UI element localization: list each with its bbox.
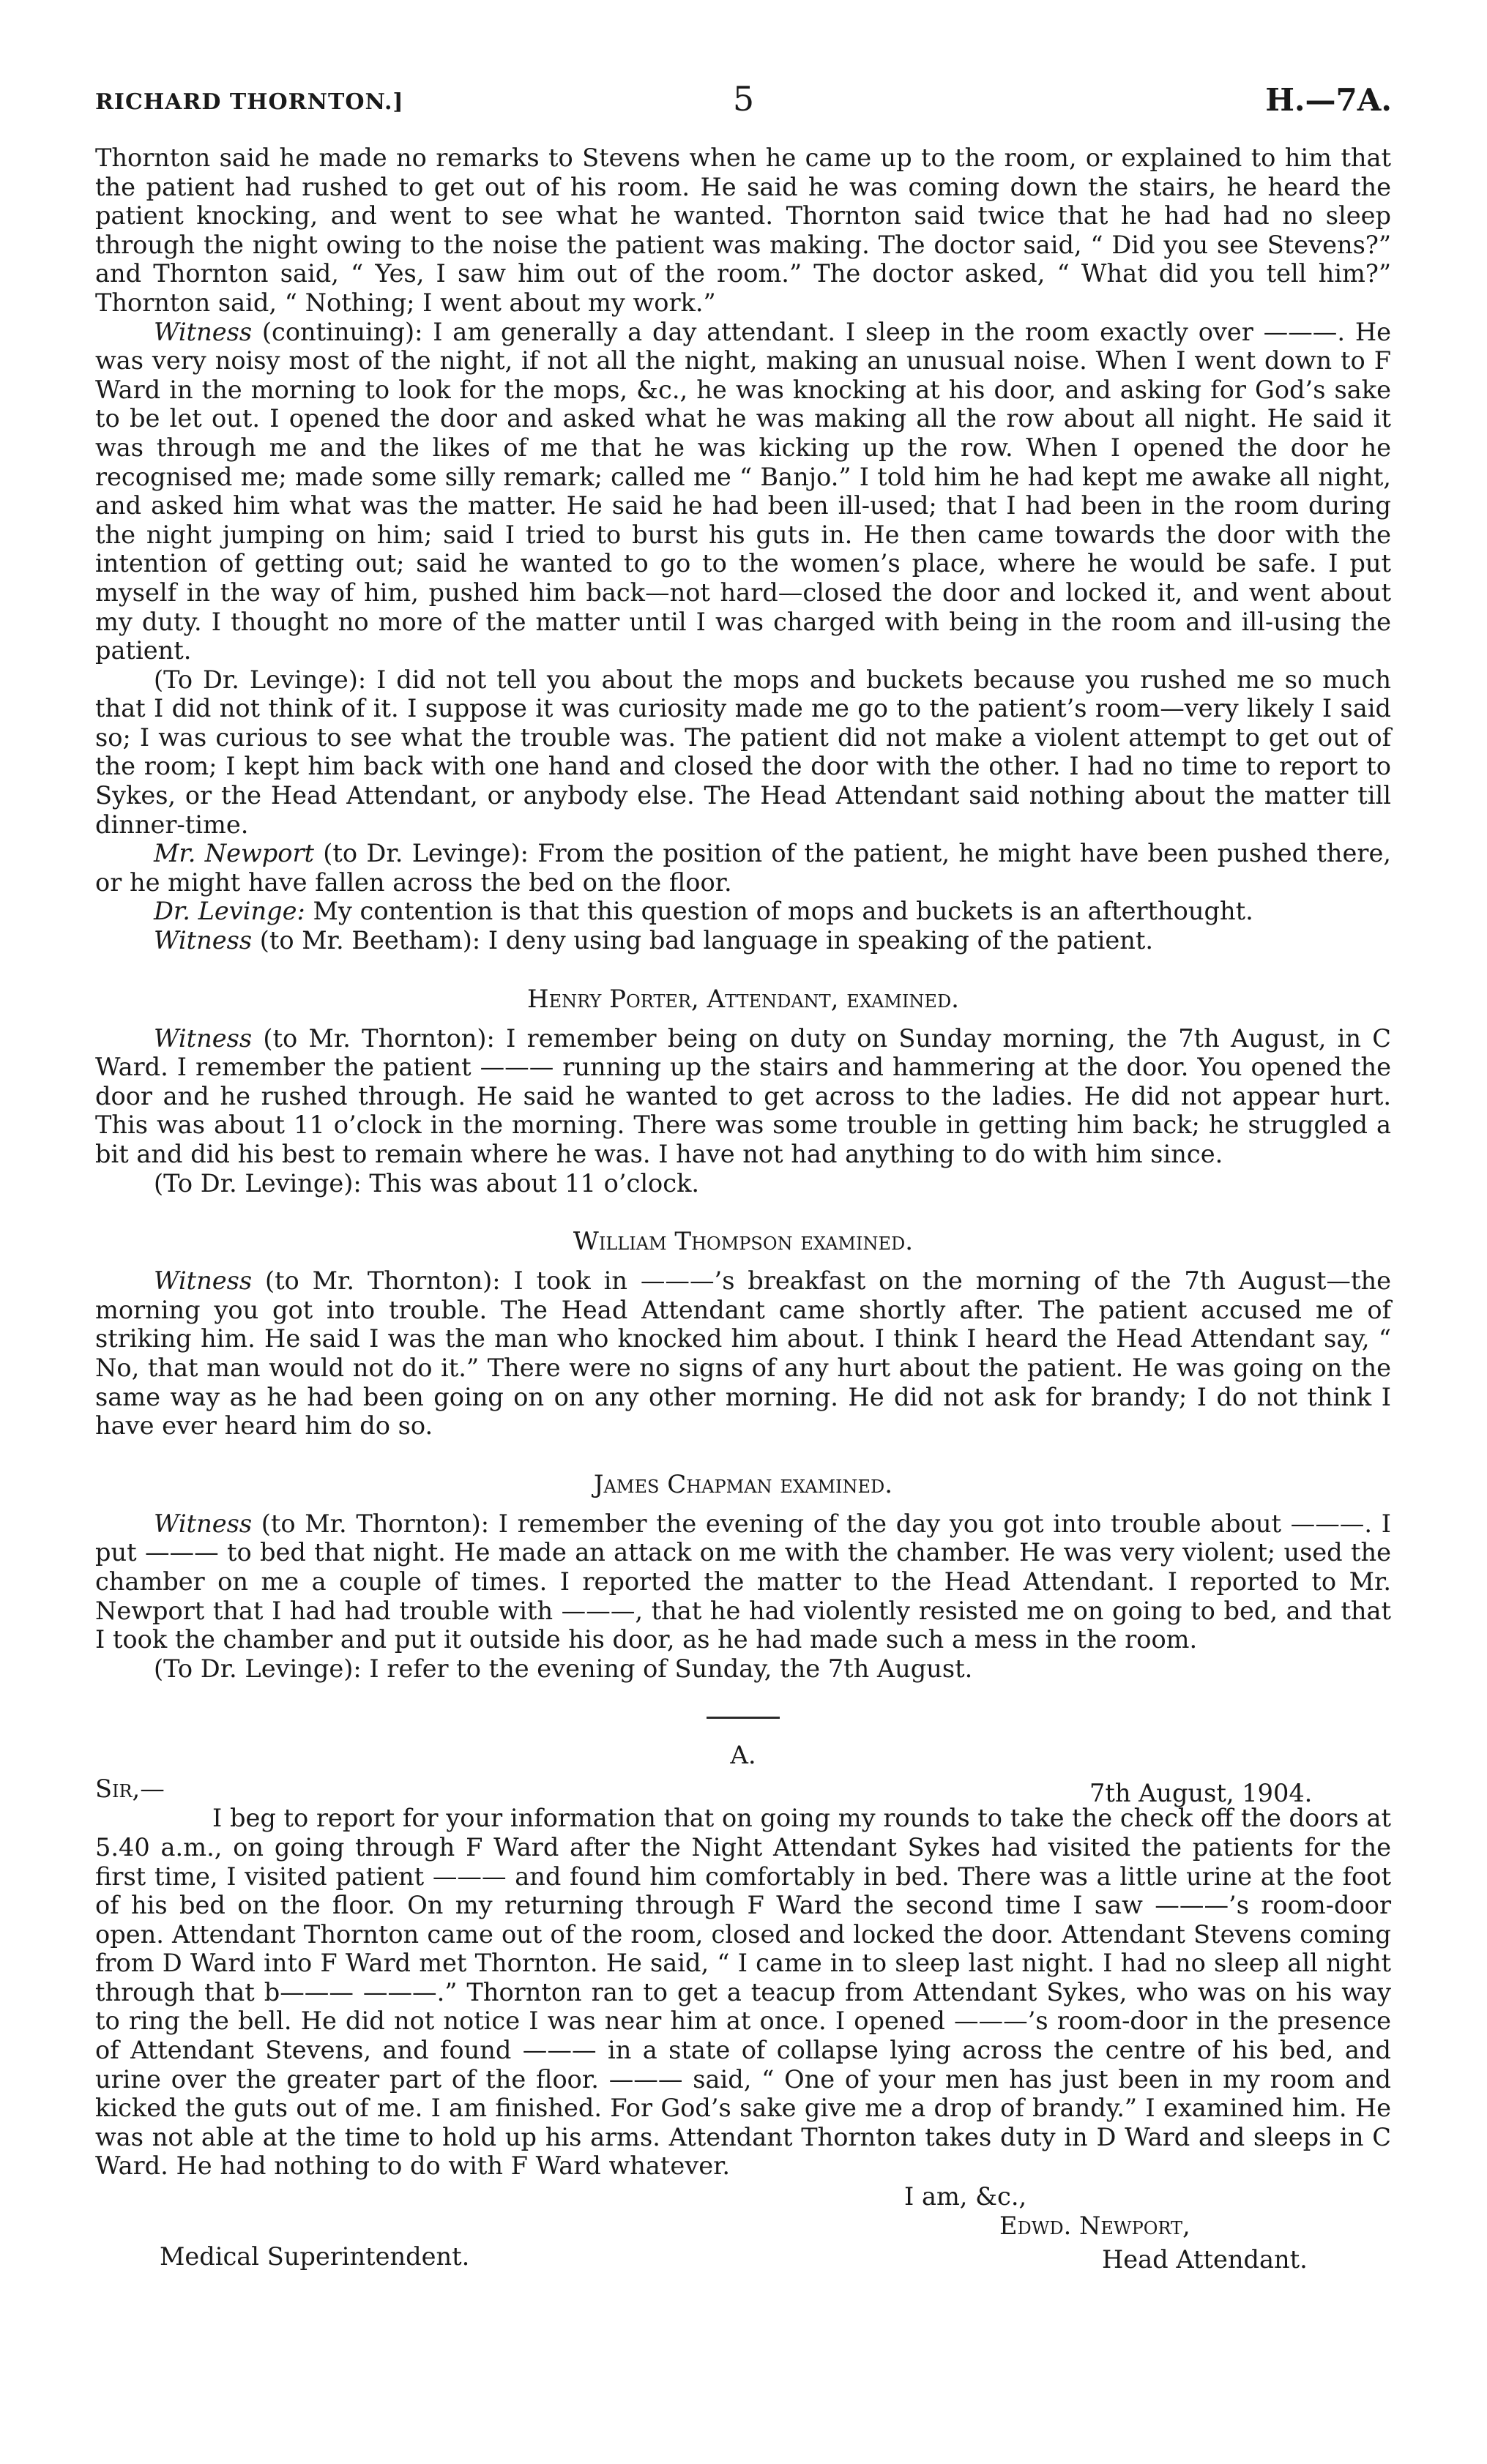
letter-signature-block <box>95 2181 1391 2298</box>
closing: I am, &c., <box>904 2182 1027 2211</box>
paragraph: (To Dr. Levinge): This was about 11 o’clock. <box>154 1168 700 1198</box>
page-body <box>95 143 1391 2298</box>
letter-salutation-row <box>95 1774 1391 1808</box>
speaker: Witness <box>154 1023 253 1053</box>
signer-name: Edwd. Newport, <box>999 2211 1190 2241</box>
speaker: Witness <box>154 1266 253 1296</box>
paragraph: Mr. Newport (to Dr. Levinge): From the position of the patient, he might have been pushed there, or he might have fallen across the bed on the floor. <box>95 839 1391 897</box>
signer-title: Head Attendant. <box>1102 2245 1308 2274</box>
speaker: Dr. Levinge: <box>154 897 305 926</box>
page-header <box>95 79 1392 123</box>
section-heading: William Thompson examined. <box>573 1227 914 1257</box>
running-head: RICHARD THORNTON.] <box>95 89 404 115</box>
speaker: Witness <box>154 926 253 955</box>
paragraph: Witness (to Mr. Thornton): I remember the evening of the day you got into trouble about ———. I put ——— to bed that night. He made an attack on me with the chamber. He was very violent; used the chamber on me a couple of times. I reported the matter to the Head Attendant. I reported to Mr. Newport that I had had trouble with ———, that he had violently resisted me on going to bed, and that I took the chamber and put it outside his door, as he had made such a mess in the room. <box>95 1509 1391 1654</box>
letter-date: 7th August, 1904. <box>1089 1779 1313 1808</box>
section-heading: James Chapman examined. <box>593 1469 893 1499</box>
paragraph: Witness (to Mr. Beetham): I deny using bad language in speaking of the patient. <box>154 926 1153 955</box>
paragraph: Dr. Levinge: My contention is that this question of mops and buckets is an afterthought. <box>154 897 1253 926</box>
speaker: Mr. Newport <box>154 839 314 868</box>
paragraph: (To Dr. Levinge): I refer to the evening of Sunday, the 7th August. <box>154 1654 973 1683</box>
appendix-label: A. <box>730 1741 756 1771</box>
salutation: Sir,— <box>95 1774 165 1804</box>
letter-body: I beg to report for your information that on going my rounds to take the check off the doors at 5.40 a.m., on going through F Ward after the Night Attendant Sykes had visited the patients for the first time, I visited patient ——— and found him comfortably in bed. There was a little urine at the foot of his bed on the floor. On my returning through F Ward the second time I saw ———’s room-door open. Attendant Thornton came out of the room, closed and locked the door. Attendant Stevens coming from D Ward into F Ward met Thornton. He said, “ I came in to sleep last night. I had no sleep all night through that b——— ———.” Thornton ran to get a teacup from Attendant Sykes, who was on his way to ring the bell. He did not notice I was near him at once. I opened ———’s room-door in the presence of Attendant Stevens, and found ——— in a state of collapse lying across the centre of his bed, and urine over the greater part of the floor. ——— said, “ One of your men has just been in my room and kicked the guts out of me. I am finished. For God’s sake give me a drop of brandy.” I examined him. He was not able at the time to hold up his arms. Attendant Thornton takes duty in D Ward and sleeps in C Ward. He had nothing to do with F Ward whatever. <box>95 1804 1391 2181</box>
speaker: Witness <box>154 1509 253 1538</box>
paragraph: Witness (to Mr. Thornton): I remember being on duty on Sunday morning, the 7th August, in C Ward. I remember the patient ——— running up the stairs and hammering at the door. You opened the door and he rushed through. He said he wanted to get across to the ladies. He did not appear hurt. This was about 11 o’clock in the morning. There was some trouble in getting him back; he struggled a bit and did his best to remain where he was. I have not had anything to do with him since. <box>95 1023 1391 1168</box>
speaker: Witness <box>154 317 253 346</box>
paragraph: Witness (continuing): I am generally a day attendant. I sleep in the room exactly over ———. He was very noisy most of the night, if not all the night, making an unusual noise. When I went down to F Ward in the morning to look for the mops, &c., he was knocking at his door, and asking for God’s sake to be let out. I opened the door and asked what he was making all the row about all night. He said it was through me and the likes of me that he was kicking up the row. When I opened the door he recognised me; made some silly remark; called me “ Banjo.” I told him he had kept me awake all night, and asked him what was the matter. He said he had been ill-used; that I had been in the room during the night jumping on him; said I tried to burst his guts in. He then came towards the door with the intention of getting out; said he wanted to go to the women’s place, where he would be safe. I put myself in the way of him, pushed him back—not hard—closed the door and locked it, and went about my duty. I thought no more of the matter until I was charged with being in the room and ill-using the patient. <box>95 317 1391 665</box>
section-heading: Henry Porter, Attendant, examined. <box>526 984 959 1014</box>
page-number: 5 <box>732 79 755 119</box>
paragraph: (To Dr. Levinge): I did not tell you about the mops and buckets because you rushed me so much that I did not think of it. I suppose it was curiosity made me go to the patient’s room—very likely I said so; I was curious to see what the trouble was. The patient did not make a violent attempt to get out of the room; I kept him back with one hand and closed the door with the other. I had no time to report to Sykes, or the Head Attendant, or anybody else. The Head Attendant said nothing about the matter till dinner-time. <box>95 665 1391 839</box>
section-divider <box>707 1717 780 1719</box>
paragraph: Thornton said he made no remarks to Stevens when he came up to the room, or explained to him that the patient had rushed to get out of his room. He said he was coming down the stairs, he heard the patient knocking, and went to see what he wanted. Thornton said twice that he had had no sleep through the night owing to the noise the patient was making. The doctor said, “ Did you see Stevens?” and Thornton said, “ Yes, I saw him out of the room.” The doctor asked, “ What did you tell him?” Thornton said, “ Nothing; I went about my work.” <box>95 143 1391 317</box>
document-reference: H.—7A. <box>1265 82 1392 118</box>
paragraph: Witness (to Mr. Thornton): I took in ———’s breakfast on the morning of the 7th August—the morning you got into trouble. The Head Attendant came shortly after. The patient accused me of striking him. He said I was the man who knocked him about. I think I heard the Head Attendant say, “ No, that man would not do it.” There were no signs of any hurt about the patient. He was going on the same way as he had been going on on any other morning. He did not ask for brandy; I do not think I have ever heard him do so. <box>95 1266 1391 1441</box>
addressee: Medical Superintendent. <box>160 2242 470 2271</box>
